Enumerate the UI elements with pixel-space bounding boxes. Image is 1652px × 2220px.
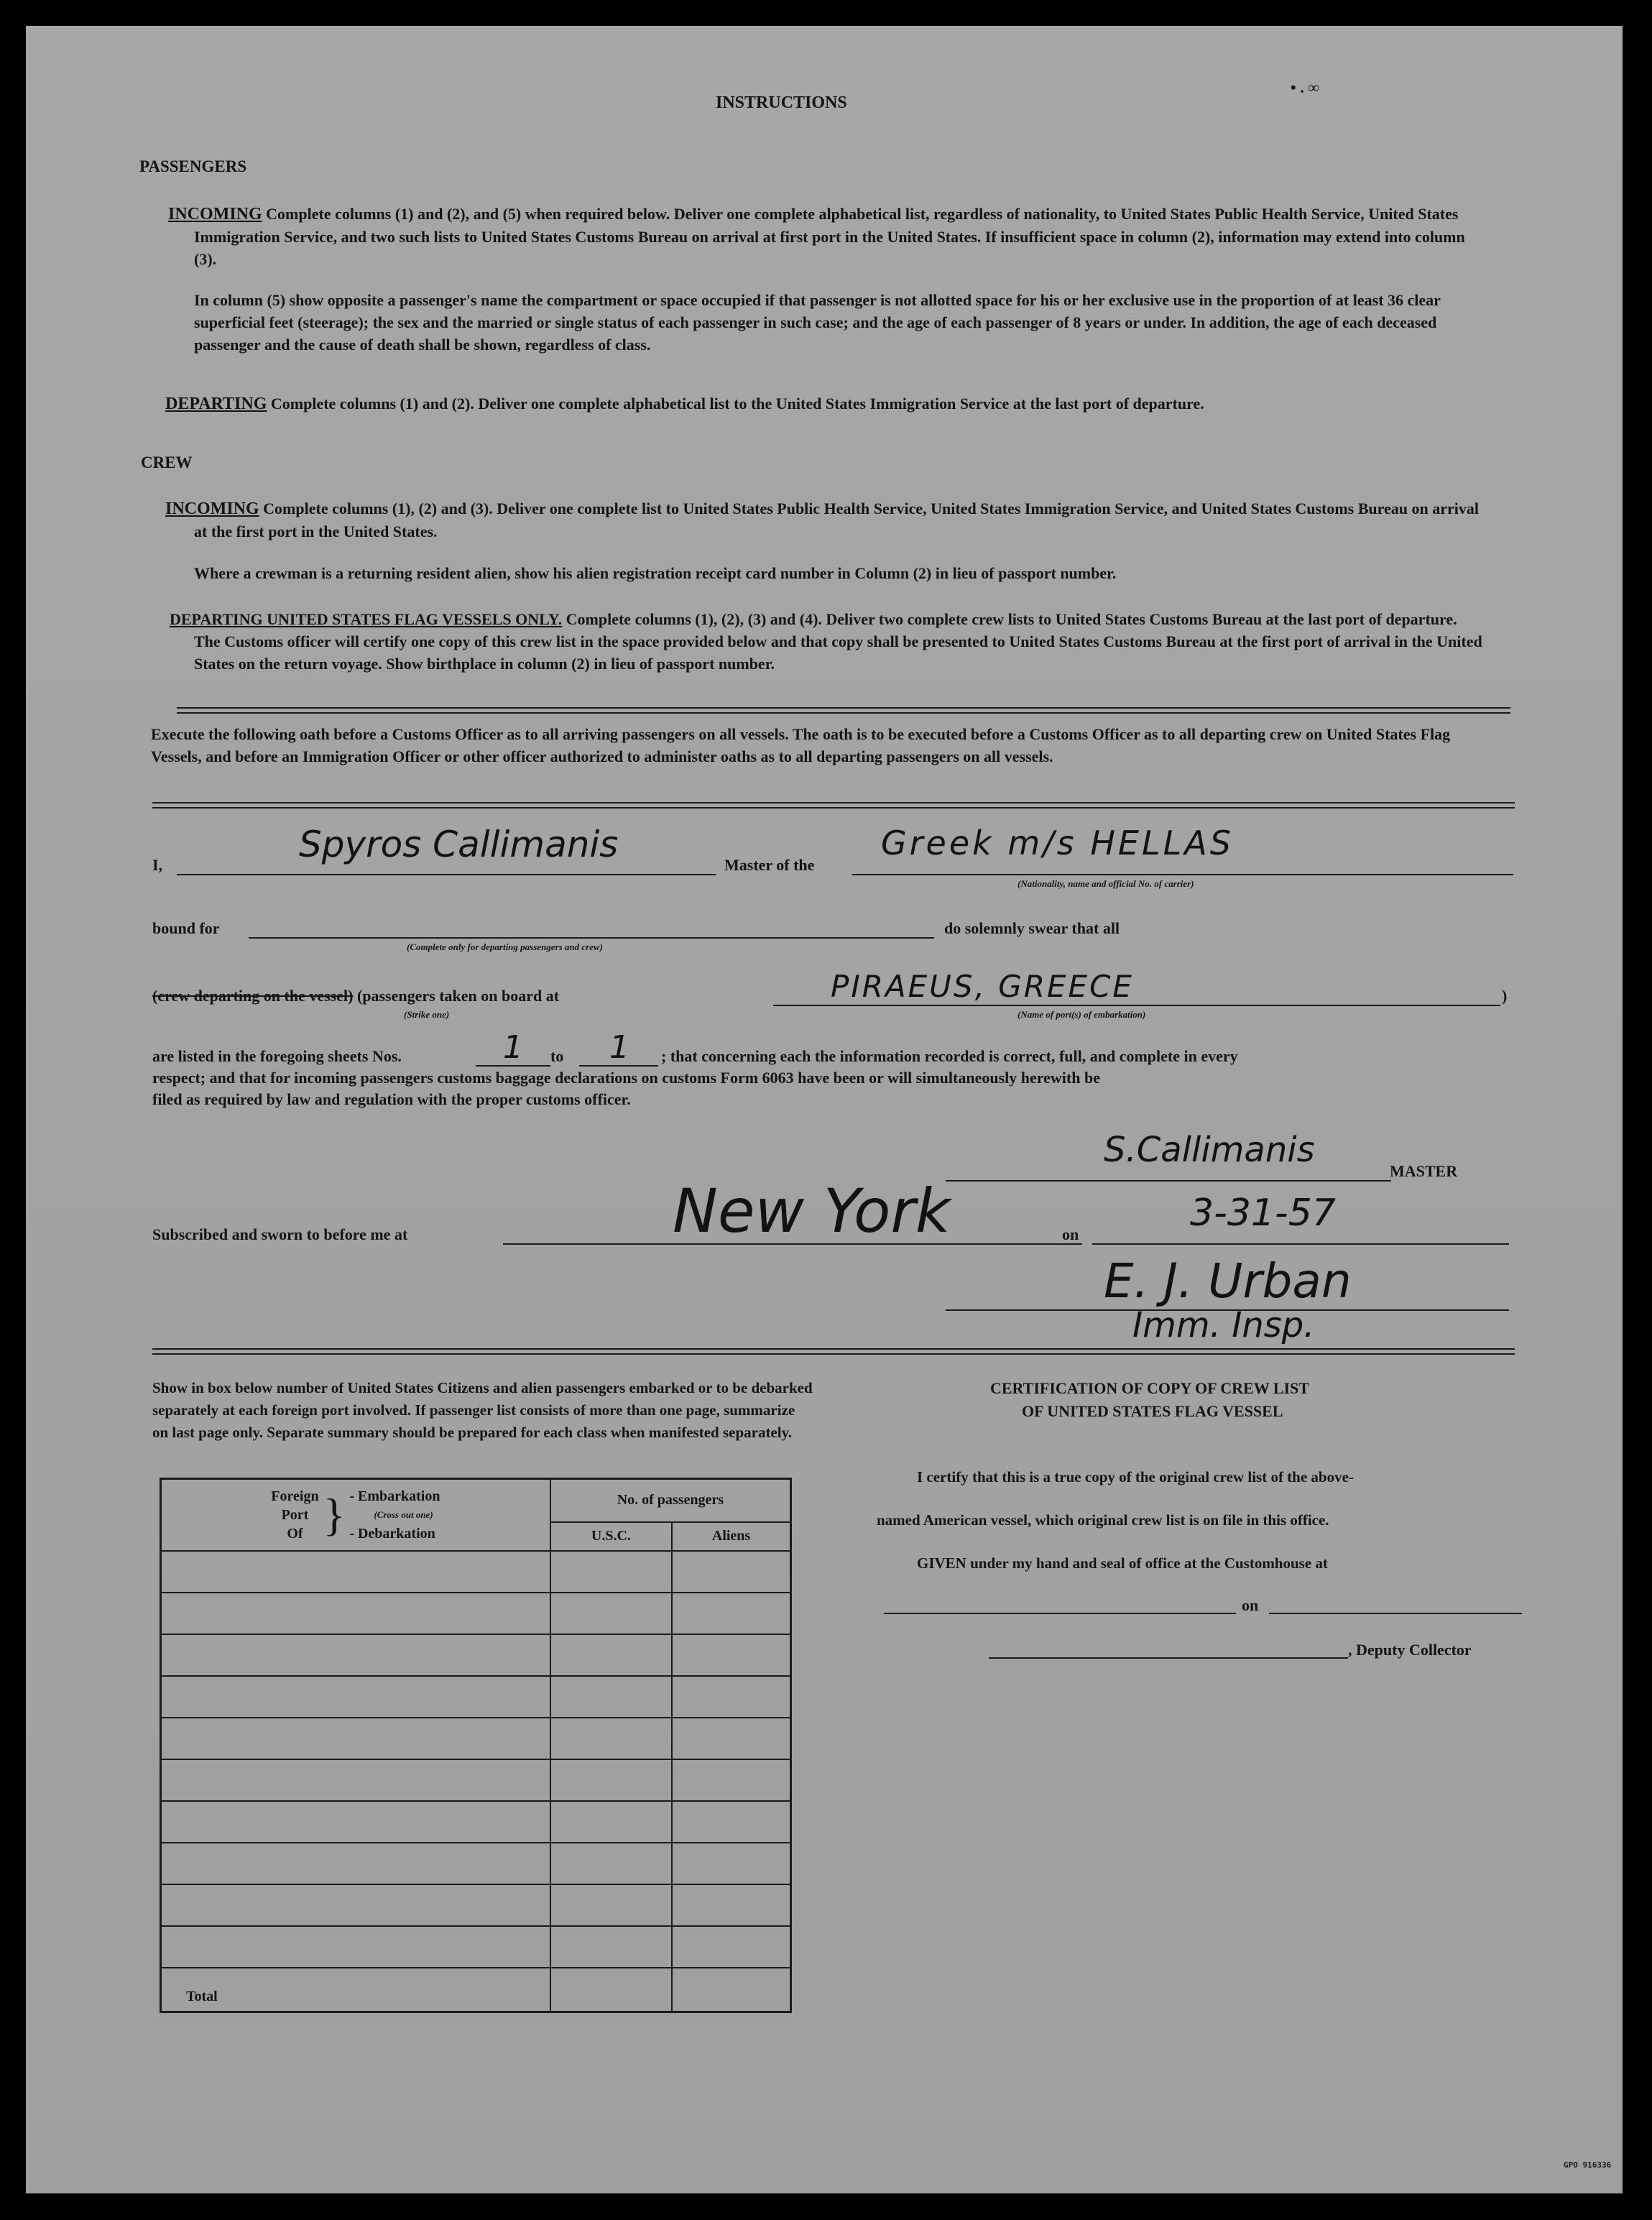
summary-cell-aliens[interactable] xyxy=(672,1634,790,1676)
summary-cell-usc[interactable] xyxy=(550,1718,672,1759)
crew-resident-paragraph: Where a crewman is a returning resident alien, show his alien registration receipt card number in Column (2) in lieu of passport number. xyxy=(194,564,1117,582)
master-signature: S.Callimanis xyxy=(1104,1130,1315,1170)
summary-cell-port[interactable] xyxy=(161,1718,550,1759)
foreign-port-label-3: Of xyxy=(287,1525,303,1542)
summary-row xyxy=(161,1801,791,1843)
no-passengers-header: No. of passengers xyxy=(550,1479,791,1522)
bound-for-line xyxy=(249,937,934,939)
summary-row xyxy=(161,1634,791,1676)
summary-cell-port[interactable] xyxy=(161,1676,550,1718)
strike-caption: (Strike one) xyxy=(404,1009,450,1020)
summary-row xyxy=(161,1759,791,1801)
summary-cell-usc[interactable] xyxy=(550,1801,672,1843)
officer-signature: E. J. Urban xyxy=(1104,1253,1352,1309)
summary-cell-port[interactable] xyxy=(161,1926,550,1968)
passengers-incoming-label: INCOMING xyxy=(168,205,262,224)
vessel-caption: (Nationality, name and official No. of carrier) xyxy=(1017,878,1194,889)
passengers-incoming-paragraph xyxy=(168,203,1483,270)
crew-incoming-paragraph xyxy=(165,497,1483,543)
master-label: MASTER xyxy=(1390,1162,1458,1180)
summary-cell-port[interactable] xyxy=(161,1551,550,1593)
sheets-text-3: filed as required by law and regulation with the proper customs officer. xyxy=(152,1090,631,1108)
sworn-date-handwritten: 3-31-57 xyxy=(1190,1192,1336,1235)
certification-on-label: on xyxy=(1242,1596,1259,1614)
passengers-departing-paragraph xyxy=(165,392,1483,415)
crew-incoming-label: INCOMING xyxy=(165,499,259,518)
summary-cell-port[interactable] xyxy=(161,1634,550,1676)
crew-incoming-text: Complete columns (1), (2) and (3). Deliver one complete list to United States Public Health Service, United States Immigration Service, and United States Customs Bureau on arrival at the first port in the United States. xyxy=(194,499,1479,540)
oath-divider xyxy=(152,802,1515,809)
crew-departing-label: DEPARTING UNITED STATES FLAG VESSELS ONLY. xyxy=(170,610,563,628)
sheet-from-handwritten: 1 xyxy=(503,1029,523,1066)
sheets-text-1: ; that concerning each the information recorded is correct, full, and complete in every xyxy=(661,1047,1238,1065)
summary-row xyxy=(161,1926,791,1968)
foreign-port-label-2: Port xyxy=(281,1506,309,1523)
certification-line-1: I certify that this is a true copy of the original crew list of the above- xyxy=(917,1468,1354,1486)
certification-title-2: OF UNITED STATES FLAG VESSEL xyxy=(1022,1402,1283,1420)
certification-title-1: CERTIFICATION OF COPY OF CREW LIST xyxy=(990,1379,1309,1397)
summary-row xyxy=(161,1593,791,1634)
foreign-port-header xyxy=(161,1479,550,1551)
foreign-port-label-1: Foreign xyxy=(271,1488,319,1504)
summary-total-row xyxy=(161,1968,791,2012)
sworn-date-line xyxy=(1092,1243,1509,1245)
summary-instructions: Show in box below number of United States Citizens and alien passengers embarked or to be debarked separately at each foreign port involved. If passenger list consists of more than one page, summarize on last page only. Separate summary should be prepared for each class when manifested separately. xyxy=(152,1379,813,1441)
cross-out-caption: (Cross out one) xyxy=(374,1509,433,1520)
summary-cell-usc[interactable] xyxy=(550,1759,672,1801)
subscribed-label: Subscribed and sworn to before me at xyxy=(152,1225,408,1243)
embarkation-label: - Embarkation xyxy=(349,1488,440,1504)
passengers-incoming-text: Complete columns (1) and (2), and (5) when required below. Deliver one complete alphabetical list, regardless of nationality, to United States Public Health Service, United States Immigration Service, and two such lists to United States Customs Bureau on arrival at first port in the United States. If insufficient space in column (2), information may extend into column (3). xyxy=(194,205,1465,268)
bound-for-caption: (Complete only for departing passengers and crew) xyxy=(407,941,603,952)
crew-departing-paragraph xyxy=(170,608,1483,675)
summary-cell-usc[interactable] xyxy=(550,1593,672,1634)
port-handwritten: PIRAEUS, GREECE xyxy=(831,969,1134,1004)
oath-intro: Execute the following oath before a Customs Officer as to all arriving passengers on all vessels. The oath is to be executed before a Customs Officer as to all departing crew on United States Flag Vessels, and before an Immigration Officer or other officer authorized to administer oaths as to all departing passengers on all vessels. xyxy=(151,725,1451,765)
summary-row xyxy=(161,1884,791,1926)
gpo-stamp: GPO 916336 xyxy=(1564,2160,1612,2170)
summary-cell-aliens[interactable] xyxy=(672,1593,790,1634)
brace-icon: } xyxy=(323,1488,346,1540)
officer-title-handwritten: Imm. Insp. xyxy=(1132,1305,1315,1345)
to-label: to xyxy=(550,1047,564,1065)
passengers-departing-text: Complete columns (1) and (2). Deliver one complete alphabetical list to the United States Immigration Service at the last port of departure. xyxy=(270,395,1204,413)
summary-row xyxy=(161,1676,791,1718)
certification-line-2: named American vessel, which original crew list is on file in this office. xyxy=(877,1511,1329,1529)
sworn-place-handwritten: New York xyxy=(673,1176,951,1246)
master-name-line xyxy=(177,874,716,875)
crew-departing-struck: (crew departing on the vessel) xyxy=(152,987,354,1005)
master-of-label: Master of the xyxy=(724,856,815,874)
form-sheet xyxy=(26,26,1623,2193)
vessel-line xyxy=(852,874,1513,875)
certification-line-3: GIVEN under my hand and seal of office at the Customhouse at xyxy=(917,1555,1328,1572)
sheets-label: are listed in the foregoing sheets Nos. xyxy=(152,1047,402,1065)
oath-i-label: I, xyxy=(152,856,163,874)
master-name-handwritten: Spyros Callimanis xyxy=(299,824,619,865)
summary-cell-usc[interactable] xyxy=(550,1634,672,1676)
passengers-departing-label: DEPARTING xyxy=(165,395,267,413)
usc-header: U.S.C. xyxy=(550,1522,672,1551)
summary-cell-usc[interactable] xyxy=(550,1843,672,1884)
section-divider xyxy=(177,707,1510,714)
summary-cell-aliens[interactable] xyxy=(672,1551,790,1593)
summary-cell-aliens[interactable] xyxy=(672,1843,790,1884)
port-caption: (Name of port(s) of embarkation) xyxy=(1017,1009,1146,1020)
passengers-taken-label: (passengers taken on board at xyxy=(356,987,560,1005)
customhouse-line[interactable] xyxy=(884,1613,1236,1614)
summary-cell-usc[interactable] xyxy=(550,1551,672,1593)
summary-cell-usc[interactable] xyxy=(550,1884,672,1926)
summary-cell-aliens[interactable] xyxy=(672,1926,790,1968)
summary-cell-aliens[interactable] xyxy=(672,1884,790,1926)
summary-cell-port[interactable] xyxy=(161,1843,550,1884)
swear-text: do solemnly swear that all xyxy=(944,919,1120,937)
debarkation-label: - Debarkation xyxy=(349,1525,435,1542)
summary-cell-port[interactable] xyxy=(161,1884,550,1926)
passengers-column5-paragraph: In column (5) show opposite a passenger's name the compartment or space occupied if that passenger is not allotted space for his or her exclusive use in the proportion of at least 36 clear superficial feet (steerage); the sex and the married or single status of each passenger in such case; and the age of each passenger of 8 years or under. In addition, the age of each deceased passenger and the cause of death shall be shown, regardless of class. xyxy=(194,291,1441,354)
summary-cell-aliens[interactable] xyxy=(672,1801,790,1843)
crew-departing-text: Complete columns (1), (2), (3) and (4). Deliver two complete crew lists to United States Customs Bureau at the last port of departure. The Customs officer will certify one copy of this crew list in the space provided below and that copy shall be presented to United States Customs Bureau at the first port of arrival in the United States on the return voyage. Show birthplace in column (2) in lieu of passport number. xyxy=(194,610,1482,673)
bound-for-label: bound for xyxy=(152,919,220,937)
total-usc-cell[interactable] xyxy=(550,1968,672,2012)
total-aliens-cell[interactable] xyxy=(672,1968,790,2012)
summary-cell-usc[interactable] xyxy=(550,1676,672,1718)
summary-row xyxy=(161,1718,791,1759)
aliens-header: Aliens xyxy=(672,1522,790,1551)
sheet-to-handwritten: 1 xyxy=(609,1029,629,1066)
deputy-collector-label: , Deputy Collector xyxy=(1348,1641,1472,1659)
strike-line xyxy=(152,985,559,1007)
deputy-collector-line[interactable] xyxy=(989,1657,1348,1659)
page-title: INSTRUCTIONS xyxy=(716,93,847,112)
summary-row xyxy=(161,1551,791,1593)
total-label: Total xyxy=(161,1968,550,2012)
lower-divider xyxy=(152,1348,1515,1355)
summary-cell-port[interactable] xyxy=(161,1801,550,1843)
port-line xyxy=(773,1005,1500,1006)
summary-cell-aliens[interactable] xyxy=(672,1759,790,1801)
master-signature-line xyxy=(946,1180,1391,1182)
certification-date-line[interactable] xyxy=(1269,1613,1522,1614)
summary-cell-port[interactable] xyxy=(161,1759,550,1801)
summary-cell-usc[interactable] xyxy=(550,1926,672,1968)
passenger-summary-table xyxy=(160,1478,792,2013)
vessel-handwritten: Greek m/s HELLAS xyxy=(881,824,1234,862)
summary-cell-port[interactable] xyxy=(161,1593,550,1634)
sheets-text-2: respect; and that for incoming passengers customs baggage declarations on customs Form 6063 have been or will simultaneously herewith be xyxy=(152,1069,1100,1087)
sworn-on-label: on xyxy=(1062,1225,1079,1243)
summary-row xyxy=(161,1843,791,1884)
summary-cell-aliens[interactable] xyxy=(672,1718,790,1759)
passengers-heading: PASSENGERS xyxy=(139,157,247,175)
corner-mark: • . ∞ xyxy=(1291,78,1319,96)
summary-cell-aliens[interactable] xyxy=(672,1676,790,1718)
close-paren: ) xyxy=(1502,987,1508,1005)
crew-heading: CREW xyxy=(141,453,193,471)
